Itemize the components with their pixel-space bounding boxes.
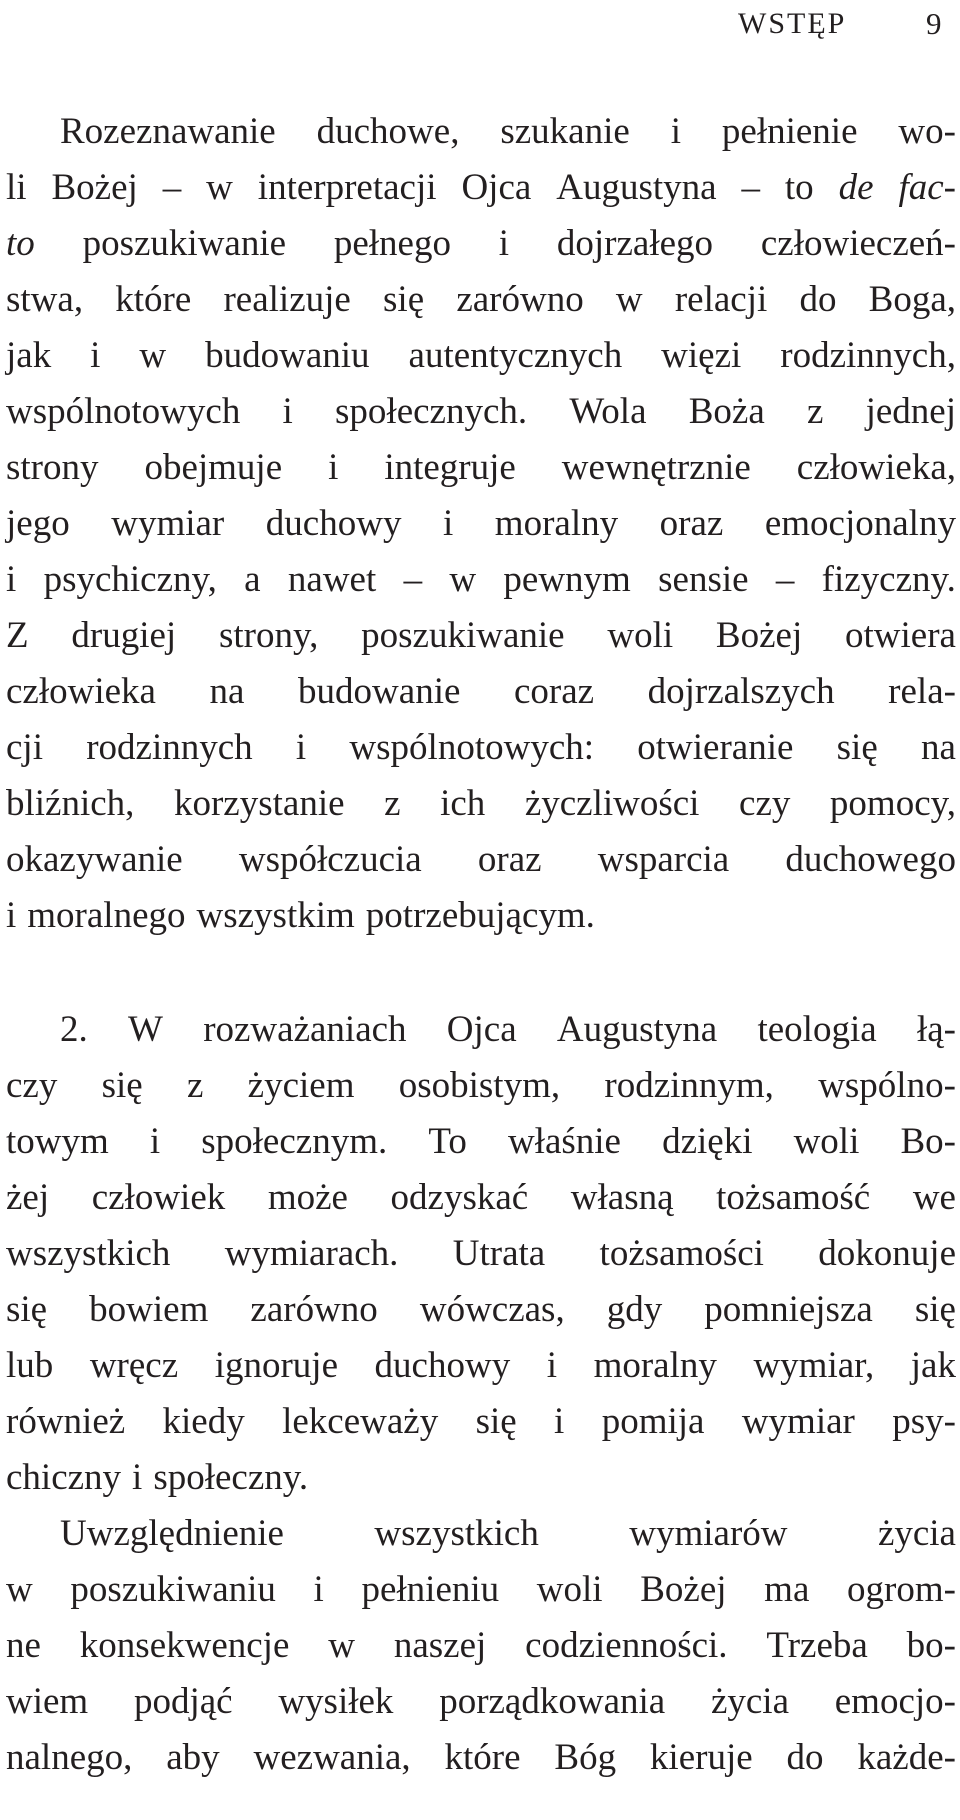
- word: i: [442, 503, 454, 544]
- word: de: [838, 167, 874, 208]
- word: wewnętrznie: [561, 447, 751, 488]
- text-line: [6, 1114, 956, 1170]
- body-text: [6, 104, 956, 1786]
- word: ne: [6, 1625, 41, 1666]
- word: Ojca: [446, 1009, 517, 1050]
- word: i: [295, 727, 307, 768]
- word: pomniejsza: [704, 1289, 873, 1330]
- word: –: [741, 167, 760, 208]
- word: w: [328, 1625, 355, 1666]
- text-line: [6, 1394, 956, 1450]
- word: każde-: [857, 1737, 956, 1778]
- word: pełnego: [333, 223, 451, 264]
- word: w: [615, 279, 643, 320]
- word: strony: [6, 447, 99, 488]
- word: wszystkich: [374, 1513, 539, 1554]
- word: żej: [6, 1177, 50, 1218]
- word: się: [914, 1289, 956, 1330]
- word: rodzinnych: [86, 727, 253, 768]
- text-line: [6, 1730, 956, 1786]
- text-line: [6, 1226, 956, 1282]
- word: codzienności.: [525, 1625, 728, 1666]
- word: Uwzględnienie: [60, 1513, 284, 1554]
- word: i: [282, 391, 293, 432]
- word: jak: [910, 1345, 956, 1386]
- word: oraz: [477, 839, 542, 880]
- word: wręcz: [89, 1345, 179, 1386]
- word: z: [384, 783, 401, 824]
- word: wszystkich: [6, 1233, 171, 1274]
- word: bowiem: [89, 1289, 209, 1330]
- text-line: [6, 832, 956, 888]
- paragraph: [6, 1002, 956, 1506]
- text-line: [6, 552, 956, 608]
- word: Bożej: [640, 1569, 727, 1610]
- word: Boża: [688, 391, 765, 432]
- word: nawet: [287, 559, 377, 600]
- word: budowanie: [298, 671, 461, 712]
- word: jego: [6, 503, 70, 544]
- word: Boga,: [868, 279, 956, 320]
- text-line: [6, 776, 956, 832]
- word: wymiar: [111, 503, 225, 544]
- word: czy: [6, 1065, 58, 1106]
- word: fizyczny.: [821, 559, 956, 600]
- word: Z: [6, 615, 29, 656]
- word: podjąć: [133, 1681, 233, 1722]
- word: społecznych.: [335, 391, 528, 432]
- word: jednej: [865, 391, 956, 432]
- word: teologia: [757, 1009, 877, 1050]
- word: porządkowania: [439, 1681, 666, 1722]
- word: osobistym,: [398, 1065, 561, 1106]
- word: właśnie: [507, 1121, 621, 1162]
- word: człowieczeń-: [760, 223, 956, 264]
- word: psy-: [892, 1401, 956, 1442]
- word: Bożej: [51, 167, 138, 208]
- word: poszukiwaniu: [70, 1569, 276, 1610]
- word: się: [383, 279, 425, 320]
- word: tożsamości: [599, 1233, 764, 1274]
- word: Augustyna: [556, 167, 717, 208]
- word: cji: [6, 727, 43, 768]
- word: wspólnotowych: [6, 391, 241, 432]
- word: stwa,: [6, 279, 84, 320]
- text-line: [6, 328, 956, 384]
- word: wspólnotowych:: [349, 727, 595, 768]
- word: ignoruje: [214, 1345, 338, 1386]
- word: i: [498, 223, 510, 264]
- word: i: [670, 111, 681, 152]
- word: moralnego: [27, 895, 186, 936]
- word: pomocy,: [829, 783, 956, 824]
- word: integruje: [384, 447, 516, 488]
- word: człowiek: [91, 1177, 226, 1218]
- text-line: [6, 888, 956, 944]
- word: Augustyna: [556, 1009, 718, 1050]
- word: realizuje: [223, 279, 351, 320]
- word: lekceważy: [282, 1401, 439, 1442]
- word: się: [836, 727, 878, 768]
- word: wysiłek: [278, 1681, 394, 1722]
- word: woli: [607, 615, 674, 656]
- word: drugiej: [71, 615, 177, 656]
- word: a: [244, 559, 261, 600]
- word: Bożej: [715, 615, 803, 656]
- word: –: [775, 559, 795, 600]
- word: wówczas,: [419, 1289, 565, 1330]
- word: i: [6, 559, 17, 600]
- word: budowaniu: [205, 335, 370, 376]
- word: gdy: [606, 1289, 663, 1330]
- running-head-title: WSTĘP: [738, 7, 847, 40]
- word: wezwania,: [253, 1737, 411, 1778]
- word: i: [132, 1457, 143, 1498]
- word: własną: [570, 1177, 674, 1218]
- word: szukanie: [500, 111, 630, 152]
- text-line: [6, 1450, 956, 1506]
- word: relacji: [674, 279, 768, 320]
- word: wsparcia: [597, 839, 730, 880]
- word: coraz: [513, 671, 595, 712]
- word: Bóg: [554, 1737, 617, 1778]
- word: autentycznych: [408, 335, 623, 376]
- text-line: [6, 384, 956, 440]
- word: otwieranie: [637, 727, 794, 768]
- word: Wola: [569, 391, 647, 432]
- word: człowieka,: [796, 447, 956, 488]
- word: życzliwości: [524, 783, 700, 824]
- paragraph: [6, 104, 956, 944]
- word: człowieka: [6, 671, 156, 712]
- word: pewnym: [503, 559, 631, 600]
- word: duchowy: [265, 503, 402, 544]
- word: się: [101, 1065, 143, 1106]
- word: li: [6, 167, 27, 208]
- word: w: [206, 167, 233, 208]
- word: życiem: [247, 1065, 355, 1106]
- word: zarówno: [456, 279, 584, 320]
- word: wszystkim: [196, 895, 355, 936]
- word: –: [162, 167, 182, 208]
- word: emocjonalny: [764, 503, 956, 544]
- word: życia: [710, 1681, 789, 1722]
- text-line: [6, 1674, 956, 1730]
- word: ma: [764, 1569, 810, 1610]
- word: i: [149, 1121, 161, 1162]
- word: zarówno: [250, 1289, 378, 1330]
- word: naszej: [393, 1625, 487, 1666]
- word: ich: [440, 783, 486, 824]
- word: które: [444, 1737, 521, 1778]
- text-line: [6, 160, 956, 216]
- text-line: [6, 272, 956, 328]
- word: nalnego,: [6, 1737, 133, 1778]
- word: kiedy: [162, 1401, 245, 1442]
- word: wymiar,: [753, 1345, 875, 1386]
- word: –: [403, 559, 423, 600]
- word: okazywanie: [6, 839, 183, 880]
- text-line: [6, 440, 956, 496]
- word: również: [6, 1401, 126, 1442]
- word: to: [6, 223, 35, 264]
- text-line: [6, 104, 956, 160]
- word: i: [546, 1345, 558, 1386]
- word: bo-: [906, 1625, 956, 1666]
- text-line: [6, 1282, 956, 1338]
- word: duchowe,: [316, 111, 460, 152]
- word: obejmuje: [144, 447, 283, 488]
- text-line: [6, 1170, 956, 1226]
- word: do: [799, 279, 837, 320]
- text-line: [6, 608, 956, 664]
- word: dzięki: [662, 1121, 753, 1162]
- word: w: [139, 335, 167, 376]
- word: ogrom-: [847, 1569, 956, 1610]
- word: To: [428, 1121, 467, 1162]
- word: dokonuje: [818, 1233, 956, 1274]
- word: i: [328, 447, 339, 488]
- word: może: [267, 1177, 348, 1218]
- word: odzyskać: [390, 1177, 529, 1218]
- word: sensie: [658, 559, 749, 600]
- word: dojrzałego: [556, 223, 714, 264]
- word: wymiarów: [629, 1513, 788, 1554]
- word: interpretacji: [257, 167, 437, 208]
- word: woli: [793, 1121, 860, 1162]
- word: emocjo-: [834, 1681, 956, 1722]
- paragraph-gap: [6, 944, 956, 1002]
- word: wymiar: [741, 1401, 855, 1442]
- word: moralny: [494, 503, 619, 544]
- word: się: [6, 1289, 48, 1330]
- word: na: [921, 727, 956, 768]
- word: i: [554, 1401, 565, 1442]
- word: rodzinnym,: [604, 1065, 774, 1106]
- text-line: [6, 1506, 956, 1562]
- text-line: [6, 664, 956, 720]
- word: i: [6, 895, 17, 936]
- word: z: [806, 391, 824, 432]
- word: towym: [6, 1121, 109, 1162]
- word: duchowy: [374, 1345, 511, 1386]
- word: duchowego: [785, 839, 956, 880]
- word: we: [912, 1177, 956, 1218]
- word: bliźnich,: [6, 783, 135, 824]
- word: pomija: [601, 1401, 705, 1442]
- word: i: [313, 1569, 324, 1610]
- word: oraz: [659, 503, 724, 544]
- word: strony,: [218, 615, 319, 656]
- word: życia: [877, 1513, 956, 1554]
- word: potrzebującym.: [365, 895, 595, 936]
- word: to: [784, 167, 814, 208]
- word: Ojca: [461, 167, 532, 208]
- word: więzi: [661, 335, 742, 376]
- word: aby: [166, 1737, 220, 1778]
- word: Bo-: [900, 1121, 956, 1162]
- word: fac-: [898, 167, 956, 208]
- word: poszukiwanie: [82, 223, 287, 264]
- running-head: [0, 0, 960, 50]
- word: łą-: [916, 1009, 956, 1050]
- word: woli: [536, 1569, 603, 1610]
- text-line: [6, 496, 956, 552]
- word: psychiczny,: [43, 559, 217, 600]
- word: moralny: [593, 1345, 717, 1386]
- word: czy: [739, 783, 791, 824]
- word: tożsamość: [716, 1177, 871, 1218]
- word: się: [475, 1401, 517, 1442]
- word: konsekwencje: [79, 1625, 290, 1666]
- word: Rozeznawanie: [60, 111, 276, 152]
- word: lub: [6, 1345, 54, 1386]
- text-line: [6, 1002, 956, 1058]
- word: rodzinnych,: [780, 335, 956, 376]
- word: wiem: [6, 1681, 89, 1722]
- word: społeczny.: [153, 1457, 309, 1498]
- word: z: [186, 1065, 204, 1106]
- page-number: 9: [926, 6, 942, 41]
- word: jak: [6, 335, 52, 376]
- word: wo-: [898, 111, 956, 152]
- word: pełnieniu: [361, 1569, 500, 1610]
- word: wspólno-: [818, 1065, 956, 1106]
- word: i: [90, 335, 101, 376]
- word: na: [209, 671, 245, 712]
- word: w: [6, 1569, 33, 1610]
- word: poszukiwanie: [361, 615, 565, 656]
- word: współczucia: [238, 839, 422, 880]
- word: otwiera: [845, 615, 956, 656]
- word: chiczny: [6, 1457, 122, 1498]
- word: które: [115, 279, 192, 320]
- word: Utrata: [452, 1233, 546, 1274]
- word: pełnienie: [721, 111, 858, 152]
- word: dojrzalszych: [647, 671, 835, 712]
- word: w: [449, 559, 477, 600]
- word: kieruje: [649, 1737, 753, 1778]
- text-line: [6, 1562, 956, 1618]
- word: W: [128, 1009, 163, 1050]
- word: rela-: [888, 671, 956, 712]
- text-line: [6, 1338, 956, 1394]
- word: 2.: [60, 1009, 88, 1050]
- word: Trzeba: [766, 1625, 868, 1666]
- word: do: [786, 1737, 824, 1778]
- word: społecznym.: [201, 1121, 388, 1162]
- text-line: [6, 216, 956, 272]
- word: korzystanie: [173, 783, 345, 824]
- paragraph: [6, 1506, 956, 1786]
- word: rozważaniach: [203, 1009, 407, 1050]
- text-line: [6, 720, 956, 776]
- text-line: [6, 1618, 956, 1674]
- word: wymiarach.: [224, 1233, 399, 1274]
- text-line: [6, 1058, 956, 1114]
